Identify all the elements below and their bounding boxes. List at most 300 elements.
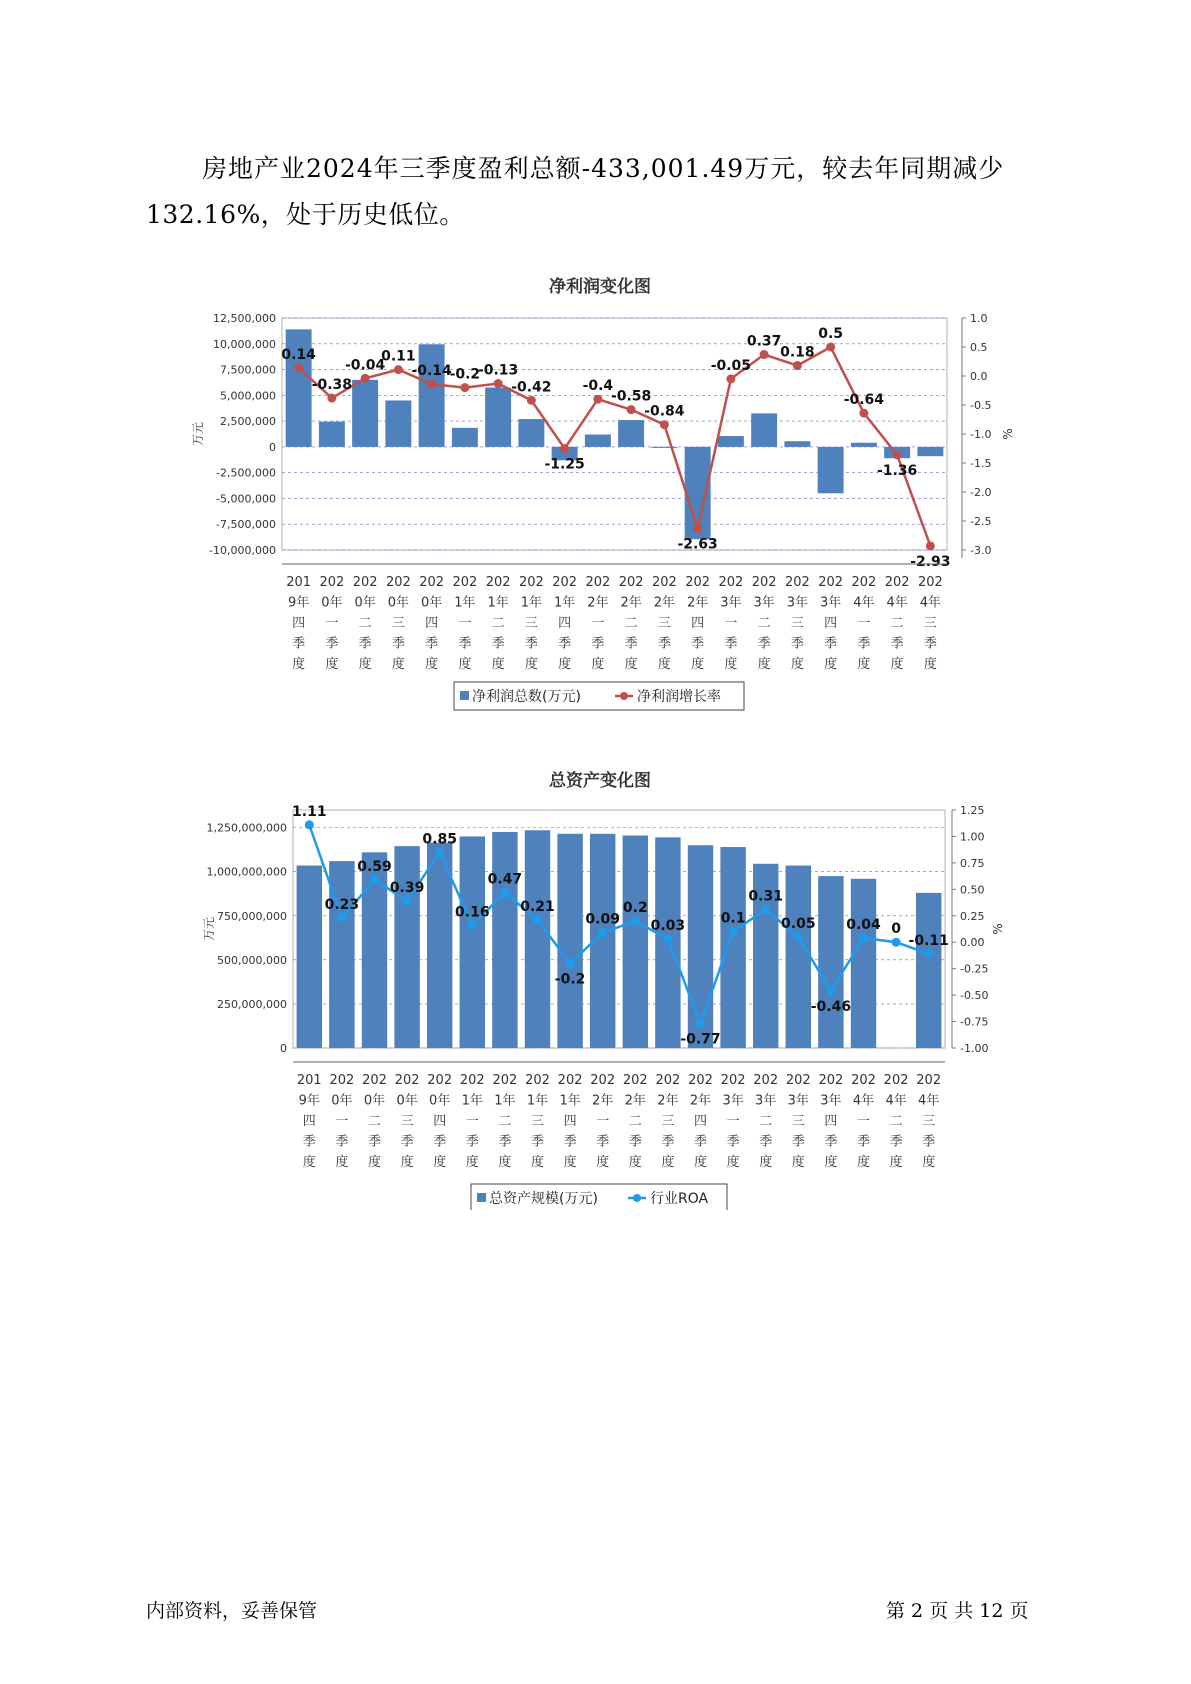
net-profit-bar [419,344,445,447]
net-profit-x-tick-label: 1年 [454,595,476,611]
net-profit-legend-line-marker [620,692,628,700]
net-profit-x-tick-label: 度 [591,657,605,672]
total-assets-point [892,938,901,947]
net-profit-x-tick-label: 季 [458,636,472,652]
net-profit-x-tick-label: 度 [923,657,937,672]
net-profit-x-tick-label: 201 [286,575,312,590]
total-assets-x-tick-label: 3年 [820,1093,842,1109]
total-assets-bar [557,834,582,1048]
total-assets-x-tick-label: 3年 [722,1093,744,1109]
total-assets-y-right-tick: 0.00 [960,936,985,950]
net-profit-x-tick-label: 一 [857,616,871,631]
net-profit-x-tick-label: 度 [824,657,838,672]
total-assets-x-tick-label: 度 [628,1155,642,1170]
net-profit-x-tick-label: 202 [452,575,478,590]
net-profit-y-left-tick: -10,000,000 [209,544,276,557]
net-profit-chart-svg [0,270,1191,730]
net-profit-x-tick-label: 季 [558,636,572,652]
total-assets-y-right-tick: 0.75 [960,856,985,870]
total-assets-x-tick-label: 202 [622,1073,648,1088]
net-profit-x-tick-label: 季 [824,636,838,652]
net-profit-x-tick-label: 202 [552,575,578,590]
total-assets-x-tick-label: 202 [362,1073,387,1088]
total-assets-x-tick-label: 季 [498,1134,512,1150]
total-assets-x-tick-label: 季 [400,1134,414,1150]
total-assets-x-tick-label: 季 [661,1134,675,1150]
total-assets-x-tick-label: 三 [661,1114,675,1129]
total-assets-bar [460,836,485,1048]
net-profit-x-tick-label: 一 [591,616,605,631]
net-profit-y-right-tick: 0.5 [970,341,988,354]
total-assets-x-tick-label: 202 [916,1073,942,1088]
net-profit-chart [0,270,1191,730]
total-assets-y-right-label: % [991,923,1005,935]
net-profit-bar [352,380,378,447]
net-profit-bar [485,388,511,447]
net-profit-x-tick-label: 0年 [354,595,376,611]
net-profit-y-left-tick: -7,500,000 [216,518,276,532]
net-profit-x-tick-label: 季 [691,636,705,652]
net-profit-data-label: -0.4 [582,378,614,395]
total-assets-x-tick-label: 0年 [429,1093,451,1109]
total-assets-x-tick-label: 202 [329,1073,355,1088]
net-profit-point [427,380,436,389]
net-profit-x-tick-label: 四 [824,616,838,631]
net-profit-x-tick-label: 度 [458,657,472,672]
total-assets-x-tick-label: 度 [759,1155,773,1170]
total-assets-x-tick-label: 度 [498,1155,512,1170]
total-assets-y-right-tick: 1.00 [960,830,985,844]
net-profit-x-tick-label: 202 [618,575,644,590]
total-assets-x-tick-label: 季 [628,1134,642,1150]
net-profit-x-tick-label: 度 [790,657,804,672]
total-assets-data-label: 0.1 [720,910,746,927]
total-assets-x-tick-label: 季 [922,1134,936,1150]
summary-paragraph [146,146,1046,238]
net-profit-x-tick-label: 度 [691,657,705,672]
net-profit-data-label: -0.38 [311,377,353,394]
total-assets-bar [297,866,322,1048]
total-assets-x-tick-label: 度 [856,1155,871,1170]
net-profit-bar [818,447,844,493]
total-assets-x-tick-label: 202 [851,1073,876,1088]
total-assets-x-tick-label: 季 [889,1134,903,1150]
net-profit-x-tick-label: 四 [425,616,439,631]
total-assets-x-tick-label: 三 [791,1114,805,1129]
net-profit-data-label: 0.37 [746,333,782,350]
total-assets-point [859,933,868,942]
total-assets-y-left-tick: 1,000,000,000 [206,865,287,879]
net-profit-x-tick-label: 四 [558,616,572,631]
total-assets-x-tick-label: 二 [367,1114,382,1129]
total-assets-x-tick-label: 季 [596,1134,610,1150]
total-assets-bar [492,832,517,1048]
net-profit-x-tick-label: 0年 [420,595,443,611]
net-profit-bar [851,443,877,447]
total-assets-point [403,896,412,905]
net-profit-bar [784,441,810,447]
net-profit-x-tick-label: 2年 [620,595,642,611]
net-profit-x-tick-label: 202 [518,575,544,590]
net-profit-point [460,383,469,392]
net-profit-point [627,405,636,414]
net-profit-x-tick-label: 1年 [553,595,576,611]
total-assets-x-tick-label: 4年 [885,1093,907,1109]
total-assets-point [631,917,640,926]
net-profit-x-tick-label: 202 [352,575,378,590]
net-profit-x-tick-label: 202 [385,575,411,590]
net-profit-x-tick-label: 季 [358,636,372,652]
net-profit-x-tick-label: 度 [724,657,738,672]
total-assets-x-tick-label: 度 [661,1155,675,1170]
total-assets-x-tick-label: 202 [492,1073,518,1088]
net-profit-y-left-tick: 7,500,000 [220,363,276,377]
net-profit-data-label: -1.36 [876,462,918,479]
total-assets-y-right-tick: 0.50 [960,883,985,897]
net-profit-y-right-tick: 1.0 [970,312,988,325]
net-profit-data-label: 0.11 [381,348,416,365]
net-profit-data-label: -0.84 [644,403,685,420]
net-profit-legend-line-label: 净利润增长率 [637,689,721,705]
net-profit-x-tick-label: 度 [325,657,339,672]
total-assets-data-label: 1.11 [292,803,327,820]
net-profit-x-tick-label: 季 [624,636,638,652]
total-assets-data-label: -0.46 [810,998,852,1015]
net-profit-x-tick-label: 度 [757,657,771,672]
total-assets-x-tick-label: 1年 [559,1093,581,1109]
net-profit-y-left-tick: -2,500,000 [216,466,276,480]
net-profit-x-tick-label: 9年 [287,595,310,611]
net-profit-point [494,379,503,388]
total-assets-bar [818,876,843,1048]
net-profit-bar [518,419,544,447]
total-assets-chart-svg [0,770,1191,1210]
total-assets-x-tick-label: 四 [433,1114,447,1129]
total-assets-x-tick-label: 4年 [852,1093,875,1109]
total-assets-y-left-label: 万元 [202,916,216,942]
total-assets-y-right-tick: -0.75 [960,1015,989,1029]
total-assets-x-tick-label: 季 [433,1134,447,1150]
net-profit-x-tick-label: 202 [651,575,677,590]
total-assets-x-tick-label: 度 [922,1155,936,1170]
net-profit-x-tick-label: 3年 [753,595,775,611]
total-assets-point [598,928,607,937]
total-assets-x-tick-label: 一 [726,1114,740,1129]
total-assets-x-tick-label: 0年 [331,1093,353,1109]
total-assets-bar [916,893,941,1048]
total-assets-legend-line-label: 行业ROA [650,1191,709,1207]
net-profit-data-label: -0.2 [449,366,481,383]
net-profit-x-tick-label: 202 [585,575,611,590]
net-profit-data-label: -0.05 [710,357,752,374]
net-profit-x-tick-label: 1年 [487,595,509,611]
total-assets-data-label: 0.09 [585,911,620,928]
net-profit-y-right-tick: -1.5 [970,457,992,470]
net-profit-y-left-label: 万元 [191,421,205,447]
total-assets-x-tick-label: 202 [655,1073,681,1088]
total-assets-point [305,820,314,829]
net-profit-legend-bar-swatch [460,691,469,700]
net-profit-bar [385,400,411,446]
net-profit-x-tick-label: 3年 [720,595,742,611]
net-profit-y-left-tick: 12,500,000 [213,312,276,325]
total-assets-x-tick-label: 202 [557,1073,583,1088]
net-profit-x-tick-label: 202 [818,575,844,590]
net-profit-x-tick-label: 2年 [686,595,709,611]
net-profit-point [361,374,370,383]
net-profit-x-tick-label: 三 [524,616,538,631]
total-assets-x-tick-label: 二 [628,1114,642,1129]
net-profit-x-tick-label: 202 [419,575,445,590]
net-profit-y-right-tick: -2.5 [970,515,992,528]
net-profit-point [327,394,336,403]
total-assets-x-tick-label: 202 [525,1073,550,1088]
total-assets-data-label: 0.47 [487,871,523,888]
footer-page-number: 第 2 页 共 12 页 [886,1600,1029,1622]
net-profit-data-label: -0.58 [610,388,652,405]
total-assets-x-tick-label: 三 [400,1114,414,1129]
total-assets-data-label: -0.77 [680,1031,721,1048]
total-assets-data-label: -0.2 [554,971,586,988]
total-assets-y-left-tick: 0 [280,1042,287,1055]
net-profit-x-tick-label: 季 [591,636,605,652]
total-assets-x-tick-label: 四 [563,1114,577,1129]
net-profit-y-right-tick: -1.0 [970,428,992,441]
total-assets-y-right-tick: -0.50 [960,989,989,1003]
total-assets-legend-line-marker [633,1194,641,1202]
total-assets-chart [0,770,1191,1210]
net-profit-y-right-label: % [1001,428,1015,440]
net-profit-x-tick-label: 4年 [853,595,875,611]
net-profit-x-tick-label: 度 [558,657,572,672]
total-assets-x-tick-label: 0年 [363,1093,386,1109]
total-assets-x-tick-label: 季 [335,1134,349,1150]
total-assets-x-tick-label: 202 [883,1073,909,1088]
total-assets-x-tick-label: 一 [856,1114,871,1129]
total-assets-bar [394,846,419,1048]
net-profit-bar [585,435,611,447]
net-profit-point [660,420,669,429]
net-profit-data-label: 0.5 [818,326,844,342]
total-assets-x-tick-label: 201 [296,1073,322,1088]
total-assets-title: 总资产变化图 [549,771,651,791]
total-assets-x-tick-label: 202 [459,1073,485,1088]
total-assets-x-tick-label: 度 [889,1155,903,1170]
net-profit-y-right-tick: -2.0 [970,486,992,499]
total-assets-y-left-tick: 1,250,000,000 [206,821,287,835]
net-profit-x-tick-label: 3年 [819,595,842,611]
total-assets-data-label: 0.31 [748,888,783,905]
net-profit-point [693,524,702,533]
total-assets-data-label: 0.23 [324,896,360,913]
net-profit-y-left-tick: 5,000,000 [220,389,276,403]
total-assets-x-tick-label: 度 [465,1155,479,1170]
total-assets-x-tick-label: 季 [726,1134,740,1150]
total-assets-point [761,905,770,914]
total-assets-x-tick-label: 9年 [298,1093,320,1109]
total-assets-y-right-tick: 1.25 [960,804,985,817]
total-assets-y-right-tick: -0.25 [960,962,989,976]
total-assets-x-tick-label: 二 [498,1114,512,1129]
total-assets-x-tick-label: 度 [530,1155,545,1170]
total-assets-y-left-tick: 250,000,000 [217,997,287,1011]
net-profit-x-tick-label: 202 [751,575,777,590]
total-assets-point [533,916,542,925]
net-profit-y-left-tick: 10,000,000 [213,337,276,351]
net-profit-x-tick-label: 1年 [520,595,543,611]
net-profit-x-tick-label: 一 [724,616,738,631]
net-profit-x-tick-label: 4年 [919,595,942,611]
total-assets-x-tick-label: 度 [302,1155,316,1170]
total-assets-x-tick-label: 4年 [918,1093,940,1109]
net-profit-y-right-tick: -3.0 [970,544,992,557]
net-profit-point [926,541,935,550]
net-profit-x-tick-label: 二 [757,616,771,631]
net-profit-bar [751,413,777,447]
total-assets-x-tick-label: 2年 [592,1093,614,1109]
total-assets-x-tick-label: 度 [367,1155,382,1170]
net-profit-data-label: -0.42 [511,379,552,396]
net-profit-y-left-tick: -5,000,000 [216,492,276,506]
net-profit-x-tick-label: 3年 [786,595,809,611]
total-assets-x-tick-label: 202 [785,1073,811,1088]
net-profit-x-tick-label: 三 [923,616,937,631]
total-assets-data-label: 0.21 [520,899,555,916]
total-assets-legend-bar-label: 总资产规模(万元) [489,1191,598,1207]
net-profit-x-tick-label: 2年 [653,595,676,611]
total-assets-x-tick-label: 202 [394,1073,420,1088]
net-profit-point [859,409,868,418]
total-assets-bar [623,836,648,1048]
total-assets-data-label: 0 [891,921,901,938]
total-assets-x-tick-label: 202 [688,1073,713,1088]
net-profit-x-tick-label: 季 [657,636,671,652]
net-profit-x-tick-label: 一 [458,616,472,631]
total-assets-x-tick-label: 度 [596,1155,610,1170]
net-profit-point [793,361,802,370]
net-profit-x-tick-label: 度 [491,657,505,672]
total-assets-x-tick-label: 三 [530,1114,545,1129]
total-assets-bar [786,866,811,1048]
net-profit-x-tick-label: 度 [524,657,538,672]
net-profit-x-tick-label: 三 [657,616,671,631]
total-assets-point [468,921,477,930]
total-assets-point [826,986,835,995]
net-profit-bar [618,420,644,447]
total-assets-x-tick-label: 202 [818,1073,844,1088]
net-profit-x-tick-label: 202 [319,575,345,590]
total-assets-x-tick-label: 度 [563,1155,577,1170]
total-assets-x-tick-label: 202 [753,1073,779,1088]
net-profit-x-tick-label: 202 [884,575,910,590]
total-assets-x-tick-label: 度 [335,1155,349,1170]
total-assets-x-tick-label: 度 [791,1155,805,1170]
net-profit-x-tick-label: 三 [391,616,405,631]
total-assets-x-tick-label: 四 [302,1114,316,1129]
total-assets-data-label: 0.2 [622,900,648,917]
total-assets-point [696,1019,705,1028]
net-profit-point [726,374,735,383]
net-profit-bar [651,447,677,448]
total-assets-x-tick-label: 3年 [755,1093,777,1109]
total-assets-x-tick-label: 0年 [396,1093,418,1109]
total-assets-y-right-tick: -1.00 [960,1042,989,1055]
net-profit-data-label: -0.04 [344,357,386,374]
net-profit-x-tick-label: 季 [391,636,405,652]
net-profit-y-left-tick: 0 [269,440,276,454]
net-profit-y-right-tick: 0.0 [970,370,988,383]
total-assets-x-tick-label: 季 [530,1134,545,1150]
net-profit-x-tick-label: 202 [784,575,810,590]
total-assets-data-label: 0.16 [455,904,490,921]
total-assets-point [566,959,575,968]
net-profit-bar [452,428,478,447]
total-assets-x-tick-label: 度 [824,1155,838,1170]
total-assets-x-tick-label: 二 [889,1114,903,1129]
net-profit-x-tick-label: 202 [685,575,711,590]
total-assets-x-tick-label: 度 [726,1155,740,1170]
total-assets-data-label: 0.39 [389,879,425,896]
net-profit-bar [319,422,345,447]
net-profit-x-tick-label: 二 [358,616,372,631]
net-profit-x-tick-label: 季 [923,636,937,652]
net-profit-point [760,350,769,359]
net-profit-x-tick-label: 季 [890,636,904,652]
net-profit-data-label: -0.14 [411,363,452,380]
net-profit-x-tick-label: 度 [391,657,405,672]
net-profit-x-tick-label: 度 [657,657,671,672]
total-assets-x-tick-label: 季 [856,1134,871,1150]
net-profit-x-tick-label: 度 [857,657,871,672]
total-assets-data-label: 0.03 [650,918,686,935]
footer-confidential: 内部资料，妥善保管 [146,1600,318,1622]
net-profit-point [527,396,536,405]
net-profit-point [593,395,602,404]
net-profit-x-tick-label: 0年 [321,595,343,611]
total-assets-x-tick-label: 季 [824,1134,838,1150]
net-profit-x-tick-label: 度 [292,657,306,672]
total-assets-x-tick-label: 四 [824,1114,838,1129]
total-assets-point [729,927,738,936]
total-assets-y-left-tick: 750,000,000 [217,909,287,923]
net-profit-x-tick-label: 度 [890,657,904,672]
total-assets-x-tick-label: 202 [720,1073,746,1088]
net-profit-x-tick-label: 四 [292,616,306,631]
net-profit-x-tick-label: 度 [358,657,372,672]
total-assets-x-tick-label: 202 [590,1073,616,1088]
total-assets-x-tick-label: 度 [400,1155,414,1170]
net-profit-title: 净利润变化图 [549,277,651,297]
net-profit-y-right-tick: -0.5 [970,399,992,412]
total-assets-data-label: 0.05 [781,915,816,932]
net-profit-point [394,365,403,374]
net-profit-point [893,450,902,459]
total-assets-x-tick-label: 季 [759,1134,773,1150]
total-assets-x-tick-label: 度 [433,1155,447,1170]
total-assets-x-tick-label: 季 [563,1134,577,1150]
total-assets-point [663,935,672,944]
net-profit-x-tick-label: 2年 [587,595,609,611]
net-profit-data-label: 0.18 [780,344,815,361]
net-profit-x-tick-label: 三 [790,616,804,631]
net-profit-bar [718,436,744,447]
total-assets-point [435,848,444,857]
total-assets-data-label: 0.85 [422,831,457,848]
net-profit-data-label: -0.64 [843,392,885,409]
net-profit-x-tick-label: 季 [292,636,306,652]
net-profit-data-label: 0.14 [281,346,316,363]
net-profit-x-tick-label: 二 [491,616,505,631]
